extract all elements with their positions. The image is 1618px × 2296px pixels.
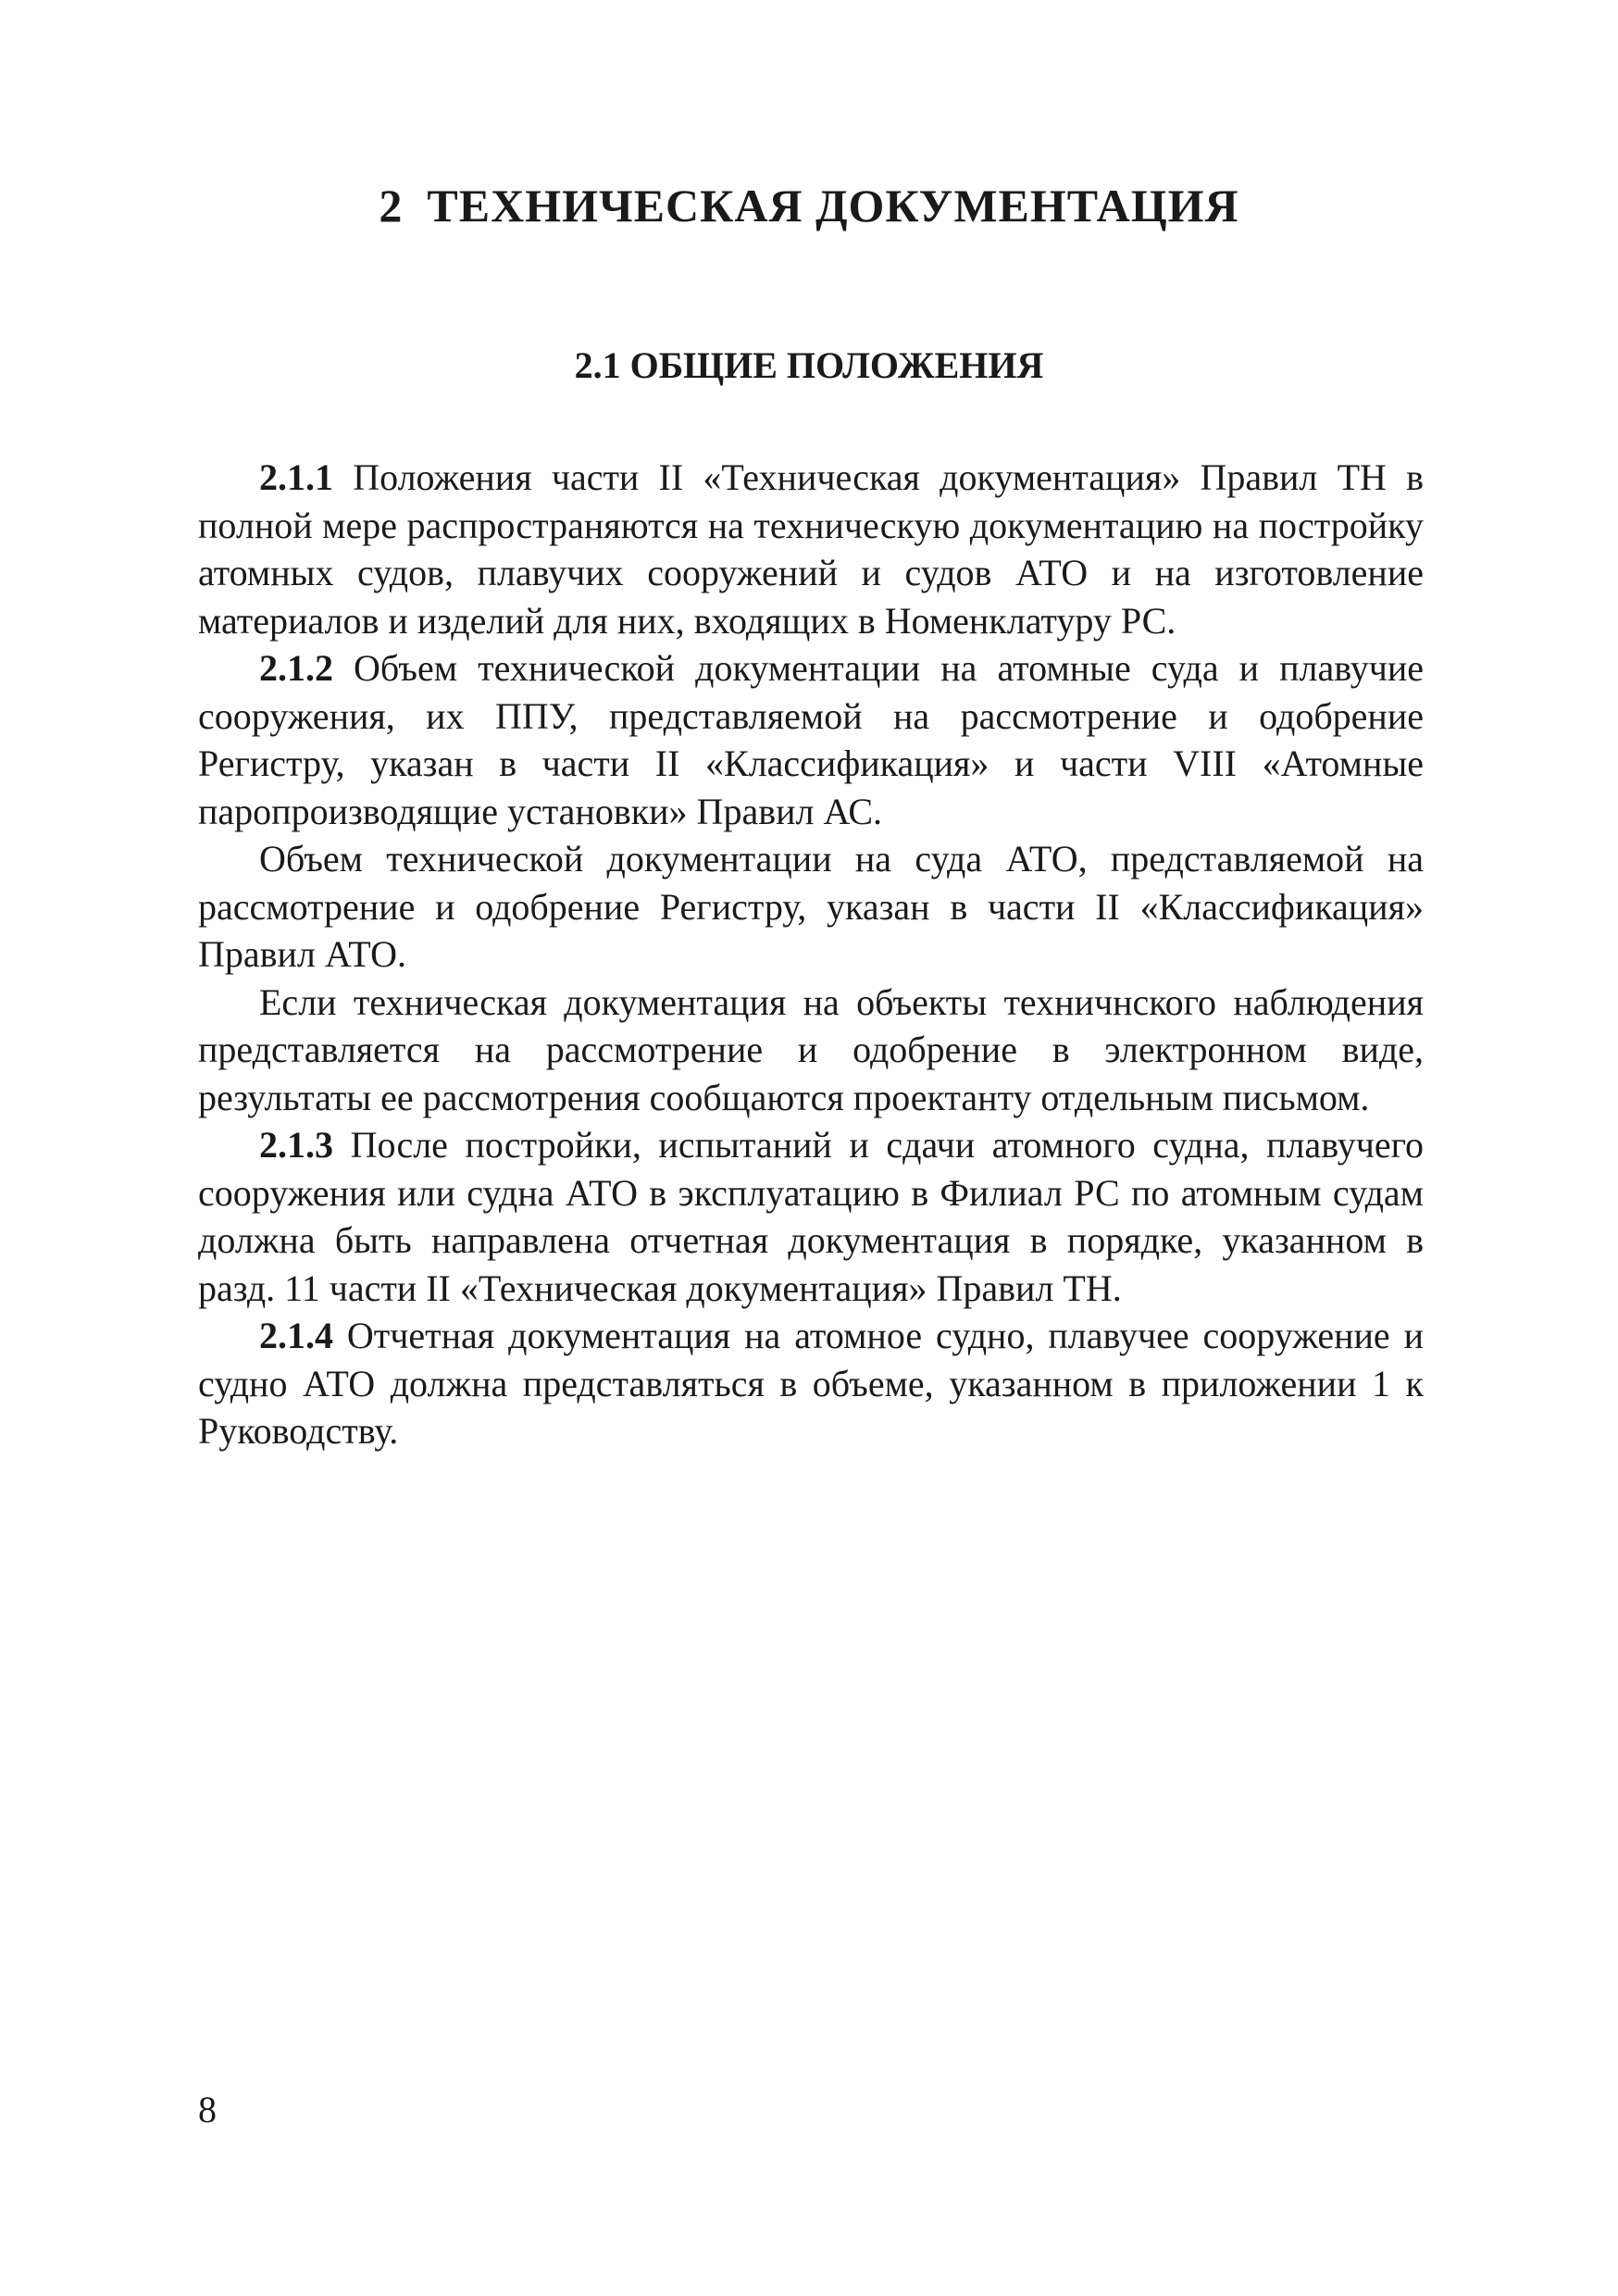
- chapter-title: [0, 178, 1618, 233]
- paragraph-text: Объем технической документации на атомные суда и плавучие сооружения, их ППУ, представляемой на рассмотрение и одобрение Регистру, указан в части II «Классификация» и части VIII «Атомные паропроизводящие установки» Правил АС.: [198, 647, 1424, 832]
- chapter-number: 2: [379, 180, 404, 231]
- paragraph-number: 2.1.4: [259, 1315, 333, 1356]
- paragraph-number: 2.1.1: [259, 456, 333, 498]
- paragraph-2-1-1: [198, 454, 1424, 644]
- body-text: [198, 454, 1424, 1455]
- paragraph-number: 2.1.3: [259, 1124, 333, 1166]
- paragraph-2-1-3: [198, 1121, 1424, 1312]
- paragraph-text: Положения части II «Техническая документация» Правил ТН в полной мере распространяются на техническую документацию на постройку атомных судов, плавучих сооружений и судов АТО и на изготовление материалов и изделий для них, входящих в Номенклатуру РС.: [198, 456, 1424, 642]
- paragraph-text: Объем технической документации на суда АТО, представляемой на рассмотрение и одобрение Регистру, указан в части II «Классификация» Правил АТО.: [198, 838, 1424, 975]
- paragraph-text: Отчетная документация на атомное судно, плавучее сооружение и судно АТО должна представляться в объеме, указанном в приложении 1 к Руководству.: [198, 1315, 1424, 1452]
- paragraph-ato-scope: [198, 835, 1424, 979]
- paragraph-text: После постройки, испытаний и сдачи атомного судна, плавучего сооружения или судна АТО в эксплуатацию в Филиал РС по атомным судам должна быть направлена отчетная документация в порядке, указанном в разд. 11 части II «Техническая документация» Правил ТН.: [198, 1124, 1424, 1309]
- page-number: 8: [198, 2089, 217, 2130]
- chapter-heading: ТЕХНИЧЕСКАЯ ДОКУМЕНТАЦИЯ: [427, 180, 1239, 231]
- paragraph-electronic-review: [198, 979, 1424, 1122]
- paragraph-number: 2.1.2: [259, 647, 333, 689]
- section-title: 2.1 ОБЩИЕ ПОЛОЖЕНИЯ: [574, 344, 1044, 386]
- paragraph-2-1-4: [198, 1312, 1424, 1455]
- paragraph-text: Если техническая документация на объекты техничнского наблюдения представляется на рассмотрение и одобрение в электронном виде, результаты ее рассмотрения сообщаются проектанту отдельным письмом.: [198, 980, 1424, 1118]
- paragraph-2-1-2: [198, 644, 1424, 835]
